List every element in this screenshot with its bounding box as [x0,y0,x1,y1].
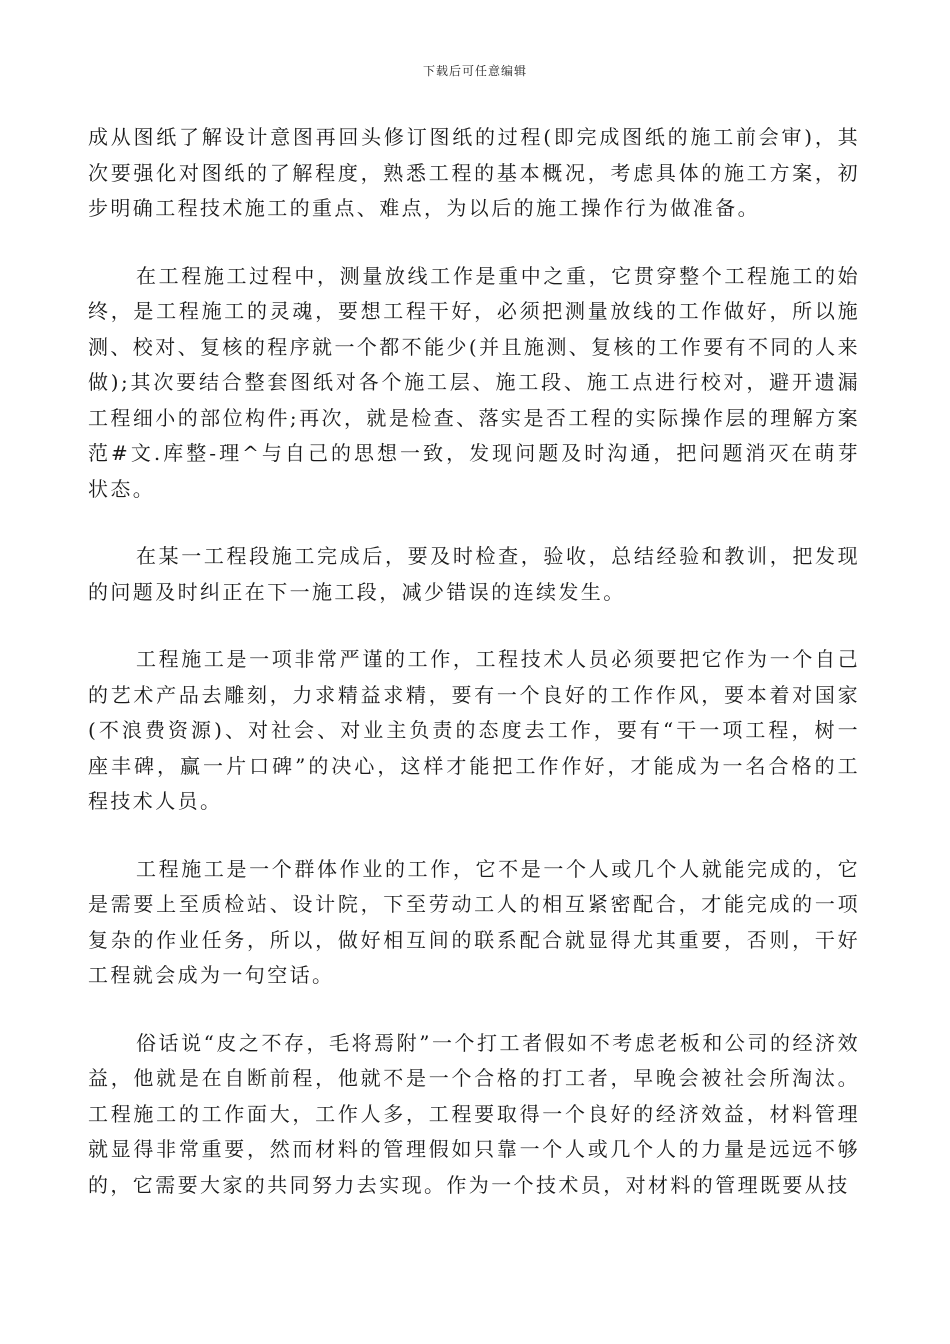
paragraph-1: 成从图纸了解设计意图再回头修订图纸的过程(即完成图纸的施工前会审)，其次要强化对图纸的了解程度，熟悉工程的基本概况，考虑具体的施工方案，初步明确工程技术施工的重点、难点，为以后的施工操作行为做准备。 [88,125,860,220]
page-header: 下载后可任意编辑 [422,64,527,78]
paragraph-5: 工程施工是一个群体作业的工作，它不是一个人或几个人就能完成的，它是需要上至质检站、设计院，下至劳动工人的相互紧密配合，才能完成的一项复杂的作业任务，所以，做好相互间的联系配合就显得尤其重要，否则，干好工程就会成为一句空话。 [88,856,860,987]
paragraph-6: 俗话说“皮之不存，毛将焉附”一个打工者假如不考虑老板和公司的经济效益，他就是在自断前程，他就不是一个合格的打工者，早晚会被社会所淘汰。工程施工的工作面大，工作人多，工程要取得一个良好的经济效益，材料管理就显得非常重要，然而材料的管理假如只靠一个人或几个人的力量是远远不够的，它需要大家的共同努力去实现。作为一个技术员，对材料的管理既要从技 [88,1030,860,1197]
paragraph-4: 工程施工是一项非常严谨的工作，工程技术人员必须要把它作为一个自己的艺术产品去雕刻，力求精益求精，要有一个良好的工作作风，要本着对国家(不浪费资源)、对社会、对业主负责的态度去工作，要有“干一项工程，树一座丰碑，赢一片口碑”的决心，这样才能把工作作好，才能成为一名合格的工程技术人员。 [88,647,860,813]
paragraph-3: 在某一工程段施工完成后，要及时检查，验收，总结经验和教训，把发现的问题及时纠正在下一施工段，减少错误的连续发生。 [88,544,860,604]
document-body [88,120,860,1235]
paragraph-2: 在工程施工过程中，测量放线工作是重中之重，它贯穿整个工程施工的始终，是工程施工的灵魂，要想工程干好，必须把测量放线的工作做好，所以施测、校对、复核的程序就一个都不能少(并且施测、复核的工作要有不同的人来做);其次要结合整套图纸对各个施工层、施工段、施工点进行校对，避开遗漏工程细小的部位构件;再次，就是检查、落实是否工程的实际操作层的理解方案范#文.库整-理^与自己的思想一致，发现问题及时沟通，把问题消灭在萌芽状态。 [88,263,860,501]
